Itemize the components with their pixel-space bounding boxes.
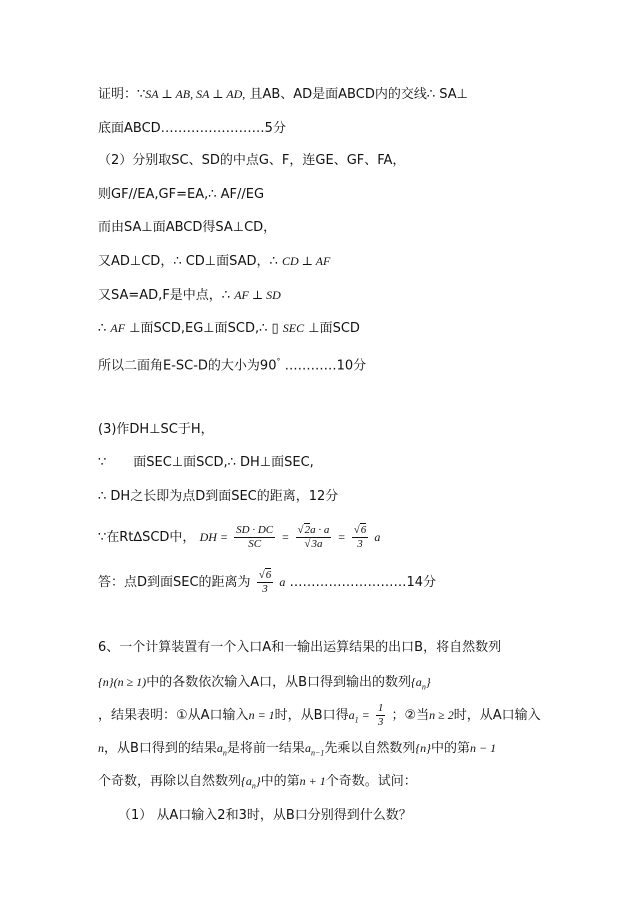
problem6-line-3: ，结果表明：①从A口输入n = 1时，从B口得$a_1$ = $\frac{1}{3}$ ；②当n ≥ 2时，从A口输入	[98, 702, 541, 728]
fraction-root6-over-3-answer: $\frac{√6}{3}$	[258, 569, 272, 595]
fraction-root2a-over-root3a: $\frac{√2a \cdot a}{√3a}$	[297, 524, 330, 550]
problem6-line-4: n，从B口得到的结果$a_n$是将前一结果$a_{n-1}$先乘以自然数列{n}中的第n − 1	[98, 741, 497, 758]
part3-line-3: ∴ DH之长即为点D到面SEC的距离，12分	[98, 489, 339, 504]
proof-line-9: 所以二面角E-SC-D的大小为90° …………10分	[98, 357, 367, 374]
part3-line-4: ∵在Rt∆SCD中， DH = $\frac{SD \cdot DC}{SC}$ = $\frac{√2a \cdot a}{√3a}$ = $\frac{√6}{3}$ a	[98, 524, 381, 550]
fraction-sd-dc-over-sc: $\frac{SD \cdot DC}{SC}$	[236, 524, 274, 550]
fraction-one-third: $\frac{1}{3}$	[377, 702, 384, 728]
proof-line-2: 底面ABCD……………………5分	[98, 121, 286, 136]
part3-line-2: ∵ 面SEC⊥面SCD,∴ DH⊥面SEC,	[98, 455, 314, 470]
proof-line-1: 证明：∵SA ⊥ AB, SA ⊥ AD, 且AB、AD是面ABCD内的交线∴ SA⊥	[98, 87, 468, 102]
proof-line-8: ∴ AF ⊥面SCD,EG⊥面SCD,∴ ▯ SEC ⊥面SCD	[98, 321, 360, 336]
proof-line-3: （2）分别取SC、SD的中点G、F，连GE、GF、FA，	[98, 153, 406, 168]
proof-line-5: 而由SA⊥面ABCD得SA⊥CD，	[98, 220, 277, 235]
fraction-root6-over-3: $\frac{√6}{3}$	[353, 524, 367, 550]
answer-line: 答：点D到面SEC的距离为 $\frac{√6}{3}$ a ………………………14分	[98, 569, 437, 595]
proof-line-6: 又AD⊥CD，∴ CD⊥面SAD，∴ CD ⊥ AF	[98, 254, 331, 269]
proof-line-4: 则GF//EA,GF=EA,∴ AF//EG	[98, 187, 265, 202]
proof-line-7: 又SA=AD,F是中点，∴ AF ⊥ SD	[98, 288, 281, 303]
problem6-line-5: 个奇数，再除以自然数列$\{a_n\}$中的第n + 1个奇数。试问：	[98, 774, 417, 791]
problem6-line-2: {n}(n ≥ 1)中的各数依次输入A口，从B口得到输出的数列$\{a_n\}$	[98, 675, 431, 692]
problem6-question-1: （1） 从A口输入2和3时，从B口分别得到什么数？	[118, 808, 412, 823]
problem6-line-1: 6、一个计算装置有一个入口A和一输出运算结果的出口B，将自然数列	[98, 640, 502, 655]
missing-glyph-box: ▯	[271, 321, 279, 336]
part3-line-1: (3)作DH⊥SC于H，	[98, 422, 214, 437]
